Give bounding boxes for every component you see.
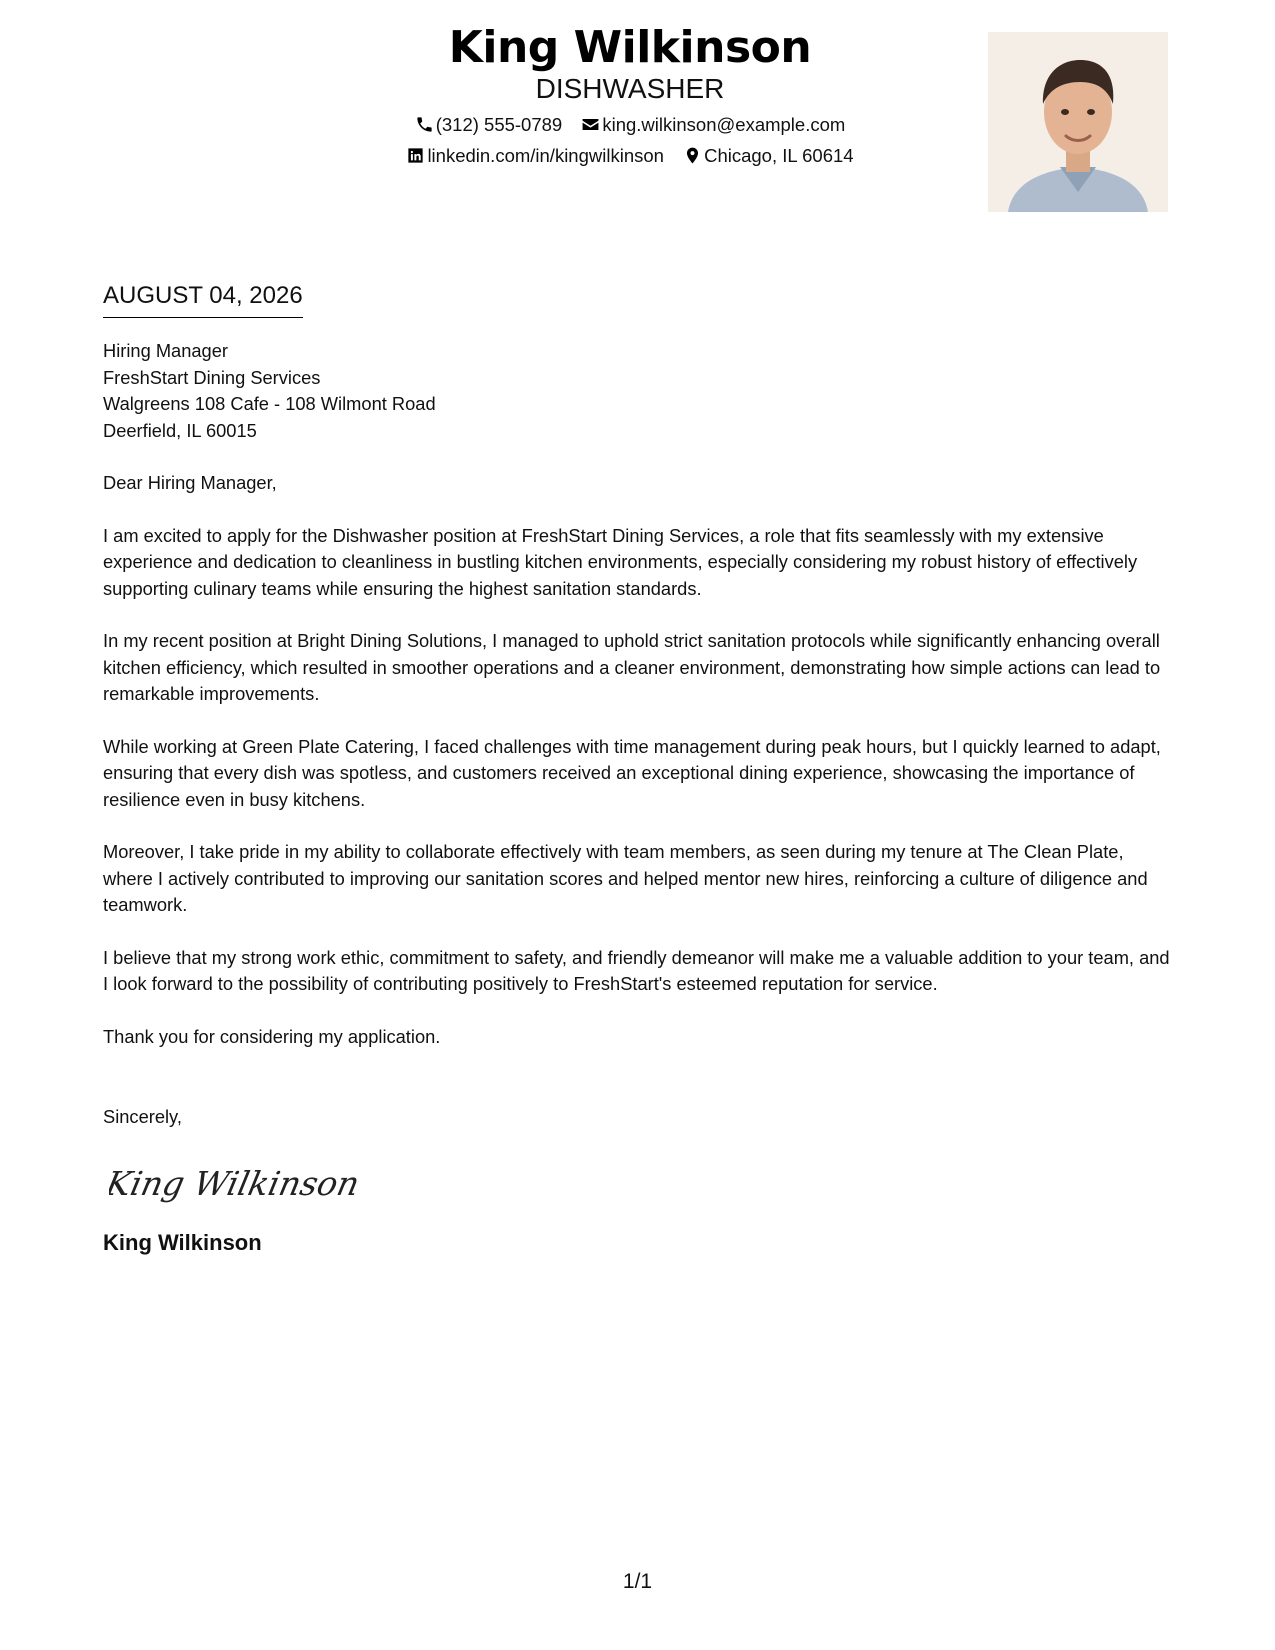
letter-body xyxy=(103,280,1178,1257)
body-paragraph: Thank you for considering my application. xyxy=(103,1025,441,1047)
body-paragraph: While working at Green Plate Catering, I faced challenges with time management during peak hours, but I quickly learned to adapt, ensuring that every dish was spotless, and customers received an exceptional dining experience, showcasing the importance of resilience even in busy kitchens. xyxy=(103,735,1161,810)
recipient-address-line-1: Walgreens 108 Cafe - 108 Wilmont Road xyxy=(103,393,436,414)
body-paragraph: Moreover, I take pride in my ability to collaborate effectively with team members, as seen during my tenure at The Clean Plate, where I actively contributed to improving our sanitation scores and helped mentor new hires, reinforcing a culture of diligence and teamwork. xyxy=(103,841,1148,915)
body-paragraph: In my recent position at Bright Dining Solutions, I managed to uphold strict sanitation protocols while significantly enhancing overall kitchen efficiency, which resulted in smoother operations and a cleaner environment, demonstrating how simple actions can lead to remarkable improvements. xyxy=(103,630,1161,704)
salutation: Dear Hiring Manager, xyxy=(103,472,277,493)
phone-icon xyxy=(415,115,434,134)
recipient-address-line-2: Deerfield, IL 60015 xyxy=(103,419,257,441)
envelope-icon xyxy=(581,115,600,134)
header-info xyxy=(300,22,960,168)
linkedin-icon xyxy=(406,146,425,165)
body-paragraph: I believe that my strong work ethic, commitment to safety, and friendly demeanor will make me a valuable addition to your team, and I look forward to the possibility of contributing positively to FreshStart's esteemed reputation for service. xyxy=(103,946,1170,994)
page-number: 1/1 xyxy=(622,1570,653,1593)
recipient-title: Hiring Manager xyxy=(103,340,228,361)
phone-contact xyxy=(415,113,563,137)
letter-header xyxy=(0,0,1275,230)
linkedin-text: linkedin.com/in/kingwilkinson xyxy=(427,145,664,166)
email-text: king.wilkinson@example.com xyxy=(602,114,846,135)
body-paragraph: I am excited to apply for the Dishwasher position at FreshStart Dining Services, a role that fits seamlessly with my extensive experience and dedication to cleanliness in bustling kitchen environments, especially considering my robust history of effectively supporting culinary teams while ensuring the highest sanitation standards. xyxy=(103,524,1138,599)
closing: Sincerely, xyxy=(103,1106,182,1127)
profile-photo xyxy=(988,32,1168,212)
contact-row-2 xyxy=(300,144,960,168)
email-contact xyxy=(581,113,845,137)
recipient-block xyxy=(103,338,1178,444)
profile-photo-illustration xyxy=(988,32,1168,212)
map-pin-icon xyxy=(683,146,702,165)
handwritten-signature xyxy=(109,1153,1178,1213)
recipient-company: FreshStart Dining Services xyxy=(103,366,321,388)
location-contact xyxy=(683,144,853,168)
applicant-name: King Wilkinson xyxy=(448,22,812,73)
linkedin-contact xyxy=(406,144,664,168)
job-title: DISHWASHER xyxy=(535,73,725,104)
signed-name: King Wilkinson xyxy=(103,1229,262,1255)
letter-date: AUGUST 04, 2026 xyxy=(103,280,303,318)
phone-text: (312) 555-0789 xyxy=(435,114,563,135)
signature-lettering: King Wilkinson xyxy=(109,1163,363,1203)
contact-row-1 xyxy=(300,113,960,137)
location-text: Chicago, IL 60614 xyxy=(704,145,854,166)
signature-image xyxy=(109,1153,369,1213)
